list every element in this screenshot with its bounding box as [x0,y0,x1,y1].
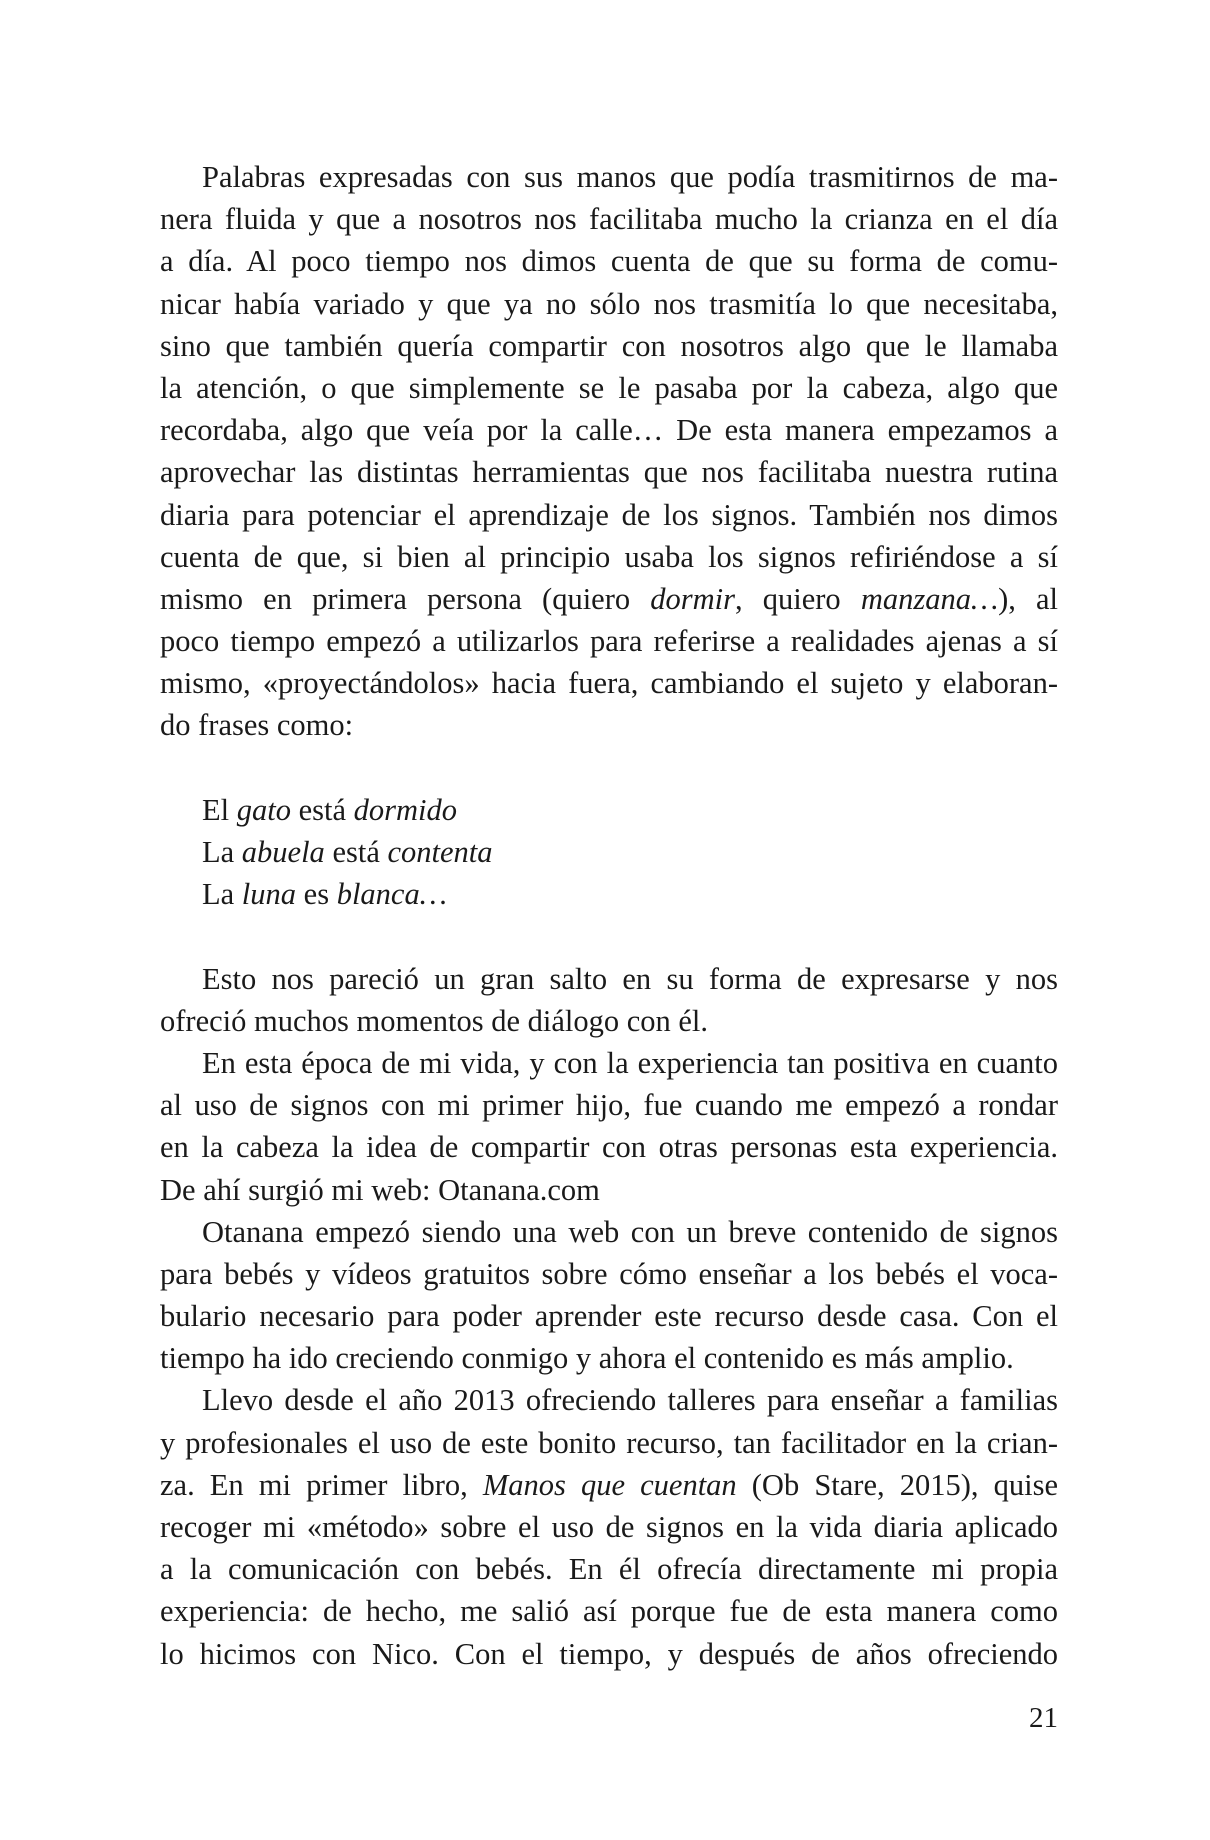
text-run: La [202,835,242,869]
text-line: De ahí surgió mi web: Otanana.com [160,1172,600,1207]
text-line: la atención, o que simplemente se le pasaba por la cabeza, algo que [160,370,1058,405]
italic-word: luna [241,877,297,912]
text-line: y profesionales el uso de este bonito recurso, tan facilitador en la crian- [160,1425,1058,1460]
text-line: nicar había variado y que ya no sólo nos trasmitía lo que necesitaba, [160,286,1058,321]
text-line: experiencia: de hecho, me salió así porque fue de esta manera como [160,1594,1058,1629]
italic-word: dormir [650,581,735,616]
text-line: bulario necesario para poder aprender este recurso desde casa. Con el [160,1299,1058,1334]
book-title: Manos que cuentan [482,1467,737,1502]
italic-word: blanca… [336,877,447,912]
text-line: En esta época de mi vida, y con la experiencia tan positiva en cuanto [202,1045,1058,1080]
text-line: poco tiempo empezó a utilizarlos para referirse a realidades ajenas a sí [160,624,1058,659]
text-run: está [324,835,388,869]
text-run: (Ob Stare, 2015), quise [736,1467,1058,1502]
text-line: Esto nos pareció un gran salto en su forma de expresarse y nos [202,961,1058,996]
example-line [202,873,1058,915]
text-line: recoger mi «método» sobre el uso de signos en la vida diaria aplicado [160,1510,1058,1544]
paragraph-1 [160,156,1058,747]
page-body [160,156,1058,1675]
text-run: ), al [998,581,1059,616]
text-run: za. En mi primer libro, [160,1467,483,1502]
text-run: es [296,877,337,912]
example-list [160,789,1058,916]
text-line: sino que también quería compartir con nosotros algo que le llamaba [160,328,1058,363]
text-line: recordaba, algo que veía por la calle… De esta manera empezamos a [160,413,1058,448]
text-run: , quiero [735,581,861,616]
italic-word: contenta [387,835,493,869]
page-number: 21 [1029,1702,1058,1734]
paragraph-2 [160,958,1058,1042]
text-line: Palabras expresadas con sus manos que podía trasmitirnos de ma- [202,160,1058,194]
text-line: a día. Al poco tiempo nos dimos cuenta de que su forma de comu- [160,244,1058,279]
text-line [160,1464,1058,1506]
paragraph-3 [160,1042,1058,1211]
text-line: al uso de signos con mi primer hijo, fue cuando me empezó a rondar [160,1088,1058,1123]
text-line: Llevo desde el año 2013 ofreciendo talleres para enseñar a familias [202,1383,1058,1418]
italic-word: dormido [353,792,458,827]
spacer [160,915,1058,957]
text-line: para bebés y vídeos gratuitos sobre cómo enseñar a los bebés el voca- [160,1256,1058,1291]
spacer [160,747,1058,789]
text-line: Otanana empezó siendo una web con un breve contenido de signos [202,1214,1058,1249]
example-line [202,831,1058,873]
text-line: do frases como: [160,708,354,743]
text-line: tiempo ha ido creciendo conmigo y ahora el contenido es más amplio. [160,1341,1014,1376]
example-line [202,789,1058,831]
text-run: está [290,792,354,827]
paragraph-5 [160,1379,1058,1674]
italic-word: manzana… [860,581,999,616]
text-run: El [202,792,237,827]
text-line: nera fluida y que a nosotros nos facilitaba mucho la crianza en el día [160,202,1058,237]
text-run: mismo en primera persona (quiero [160,581,651,616]
paragraph-4 [160,1211,1058,1380]
text-line: mismo, «proyectándolos» hacia fuera, cambiando el sujeto y elaboran- [160,666,1058,701]
text-line: ofreció muchos momentos de diálogo con él. [160,1003,709,1038]
text-line: en la cabeza la idea de compartir con otras personas esta experiencia. [160,1130,1058,1165]
italic-word: gato [236,792,291,827]
text-line: diaria para potenciar el aprendizaje de los signos. También nos dimos [160,497,1058,532]
text-line: a la comunicación con bebés. En él ofrecía directamente mi propia [160,1552,1058,1587]
text-run: La [202,877,242,912]
text-line: lo hicimos con Nico. Con el tiempo, y después de años ofreciendo [160,1636,1058,1671]
text-line: cuenta de que, si bien al principio usaba los signos refiriéndose a sí [160,539,1058,574]
text-line: aprovechar las distintas herramientas que nos facilitaba nuestra rutina [160,455,1058,490]
text-line [160,578,1058,620]
italic-word: abuela [241,835,325,869]
